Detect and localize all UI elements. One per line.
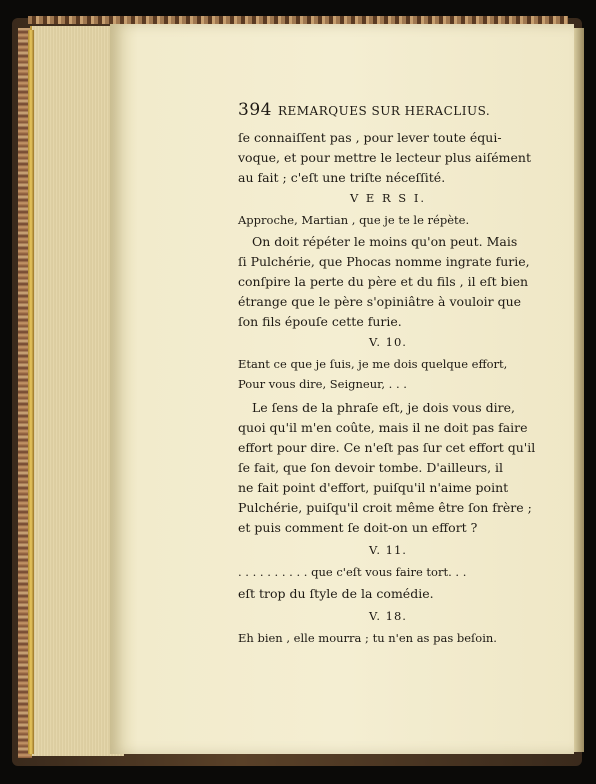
section-heading: V. 18. <box>369 609 407 623</box>
running-title: REMARQUES SUR HERACLIUS. <box>277 104 491 118</box>
text-line: quoi qu'il m'en coûte, mais il ne doit pas faire <box>238 420 528 435</box>
verse-quote: Approche, Martian , que je te le répète. <box>238 213 470 227</box>
verse-quote: Pour vous dire, Seigneur, . . . <box>238 377 407 391</box>
text-line: ſe fait, que ſon devoir tombe. D'ailleurs, il <box>238 460 504 475</box>
text-line: effort pour dire. Ce n'eſt pas ſur cet effort qu'il <box>238 440 536 455</box>
text-line: On doit répéter le moins qu'on peut. Mais <box>252 234 518 249</box>
gilt-edge <box>28 30 34 754</box>
section-heading: V. 10. <box>369 335 407 349</box>
section-heading: V E R S I. <box>349 191 427 205</box>
text-line: conſpire la perte du père et du fils , il eſt bien <box>238 274 529 289</box>
text-line: eſt trop du ſtyle de la comédie. <box>238 586 434 601</box>
text-line: Le ſens de la phraſe eſt, je dois vous dire, <box>252 400 515 415</box>
text-line: au fait ; c'eſt une triſte néceſſité. <box>238 170 446 185</box>
verse-quote: Etant ce que je ſuis, je me dois quelque effort, <box>238 357 508 371</box>
section-heading: V. 11. <box>369 543 407 557</box>
text-line: ſi Pulchérie, que Phocas nomme ingrate furie, <box>238 254 530 269</box>
text-line: étrange que le père s'opiniâtre à vouloir que <box>238 294 522 309</box>
text-line: ne fait point d'effort, puiſqu'il n'aime point <box>238 480 509 495</box>
verse-quote: . . . . . . . . . . que c'eſt vous faire tort. . . <box>238 565 467 579</box>
text-line: Pulchérie, puiſqu'il croit même être ſon frère ; <box>238 500 532 515</box>
verse-quote: Eh bien , elle mourra ; tu n'en as pas beſoin. <box>238 631 497 645</box>
page-number: 394 <box>238 100 272 120</box>
text-line: et puis comment ſe doit-on un effort ? <box>238 520 478 535</box>
running-header <box>238 100 490 121</box>
text-line: ſon fils épouſe cette furie. <box>238 314 402 329</box>
facing-page-edge <box>574 28 584 752</box>
text-line: voque, et pour mettre le lecteur plus aiſément <box>238 150 531 165</box>
text-line: ſe connaiſſent pas , pour lever toute équi- <box>238 130 502 145</box>
book-top-edge <box>28 16 568 24</box>
